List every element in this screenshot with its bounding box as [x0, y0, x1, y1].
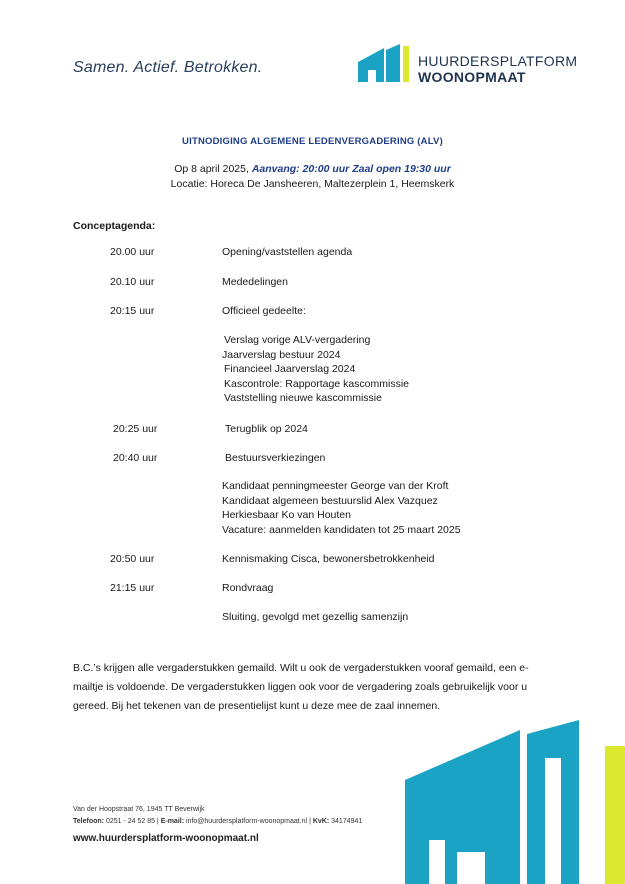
kvk-number: 34174941	[331, 818, 363, 825]
agenda-item: Sluiting, gevolgd met gezellig samenzijn	[222, 611, 409, 623]
agenda-subitem: Kascontrole: Rapportage kascommissie	[224, 378, 410, 390]
start-time: Aanvang: 20:00 uur Zaal open 19:30 uur	[251, 163, 451, 175]
logo-text-line1: HUURDERSPLATFORM	[418, 53, 578, 69]
agenda-time: 20:25 uur	[113, 423, 158, 435]
agenda-time: 20.10 uur	[110, 276, 155, 288]
agenda-time: 20:15 uur	[110, 305, 155, 317]
agenda-subitem: Kandidaat algemeen bestuurslid Alex Vazquez	[222, 495, 438, 507]
agenda-subitem: Financieel Jaarverslag 2024	[224, 363, 356, 375]
kvk-label: KvK:	[312, 818, 330, 825]
phone-label: Telefoon:	[73, 818, 104, 825]
agenda-heading: Conceptagenda:	[73, 220, 156, 232]
footer-contact: Telefoon: 0251 - 24 52 85 | E-mail: info@huurdersplatform-woonopmaat.nl | KvK: 34174941	[73, 818, 363, 825]
info-paragraph	[73, 659, 563, 716]
logo-text-line2: WOONOPMAAT	[418, 69, 526, 85]
building-graphic-icon	[405, 720, 625, 884]
date-prefix: Op 8 april 2025,	[174, 163, 249, 175]
website-link[interactable]: www.huurdersplatform-woonopmaat.nl	[73, 833, 259, 844]
agenda-item: Officieel gedeelte:	[222, 305, 306, 317]
agenda-time: 21:15 uur	[110, 582, 155, 594]
footer-address: Van der Hoopstraat 76, 1945 TT Beverwijk	[73, 806, 205, 813]
paragraph-line: mailtje is voldoende. De vergaderstukken liggen ook voor de vergadering zoals gebruikelijk voor u	[73, 681, 528, 693]
phone-number: 0251 - 24 52 85	[105, 818, 155, 825]
location-line: Locatie: Horeca De Jansheeren, Maltezerplein 1, Heemskerk	[170, 178, 455, 190]
agenda-item: Opening/vaststellen agenda	[222, 246, 353, 258]
email-label: E-mail:	[160, 818, 185, 825]
agenda-item: Mededelingen	[222, 276, 288, 288]
agenda-item: Kennismaking Cisca, bewonersbetrokkenheid	[222, 553, 435, 565]
agenda-time: 20:50 uur	[110, 553, 155, 565]
agenda-subitem: Jaarverslag bestuur 2024	[222, 349, 341, 361]
agenda-item: Rondvraag	[222, 582, 274, 594]
invitation-title: UITNODIGING ALGEMENE LEDENVERGADERING (ALV)	[182, 136, 443, 147]
tagline: Samen. Actief. Betrokken.	[73, 59, 263, 76]
agenda-subitem: Herkiesbaar Ko van Houten	[222, 509, 351, 521]
agenda-subitem: Vaststelling nieuwe kascommissie	[224, 392, 382, 404]
agenda-time: 20:40 uur	[113, 452, 158, 464]
agenda-time: 20.00 uur	[110, 246, 155, 258]
paragraph-line: B.C.’s krijgen alle vergaderstukken gemaild. Wilt u ook de vergaderstukken vooraf gemaild, een e-	[73, 662, 529, 674]
agenda-subitem: Verslag vorige ALV-vergadering	[224, 334, 371, 346]
building-logo-icon	[356, 44, 414, 86]
paragraph-line: gereed. Bij het tekenen van de presentielijst kunt u deze mee de zaal innemen.	[73, 700, 441, 712]
agenda-subitem: Vacature: aanmelden kandidaten tot 25 maart 2025	[222, 524, 461, 536]
agenda-item: Terugblik op 2024	[225, 423, 308, 435]
agenda-item: Bestuursverkiezingen	[225, 452, 326, 464]
email-address: info@huurdersplatform-woonopmaat.nl	[186, 818, 308, 825]
date-line	[0, 163, 625, 175]
agenda-subitem: Kandidaat penningmeester George van der Kroft	[222, 480, 449, 492]
